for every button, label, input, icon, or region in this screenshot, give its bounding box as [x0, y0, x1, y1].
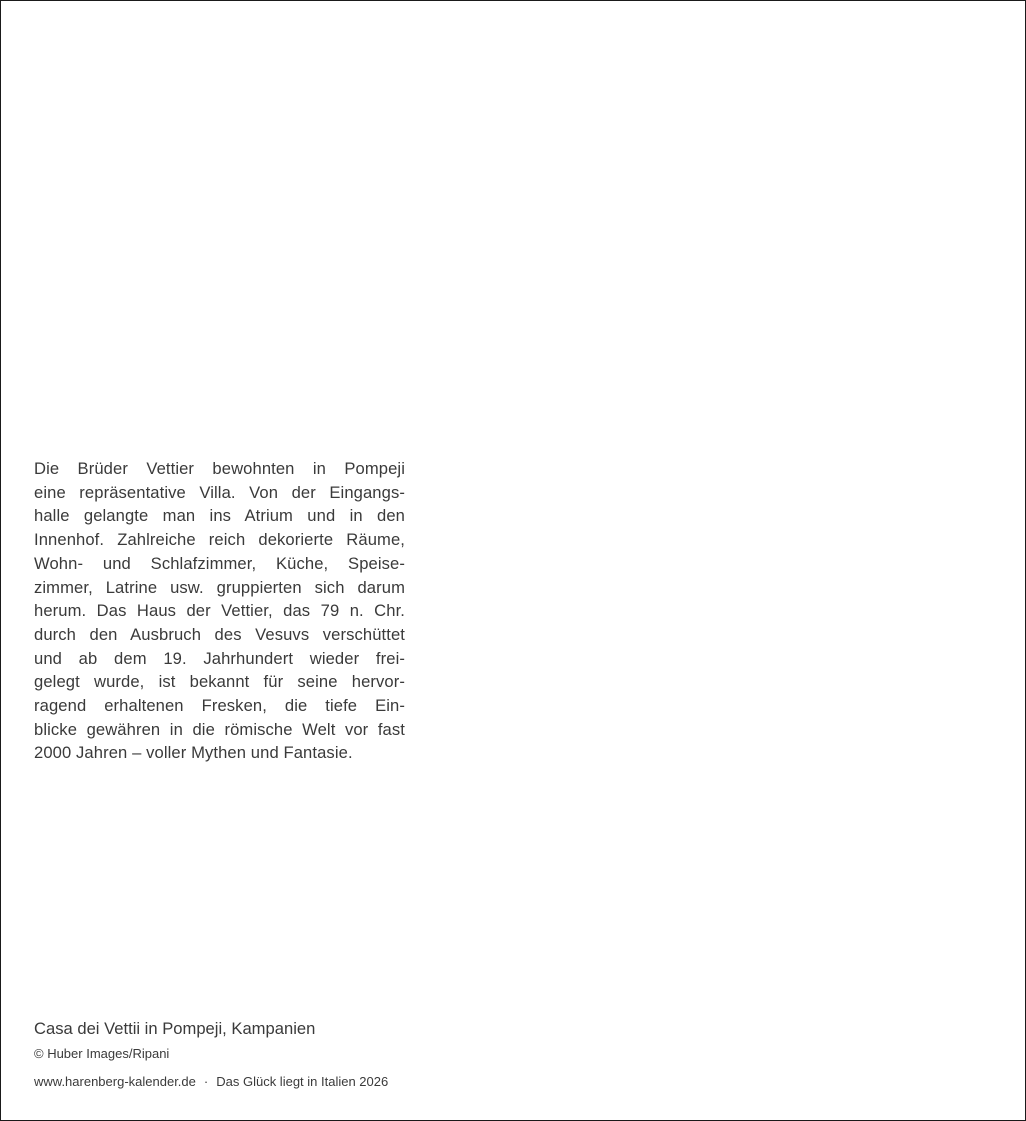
description-line: zimmer, Latrine usw. gruppierten sich darum [34, 577, 405, 597]
photo-credit: © Huber Images/Ripani [34, 1046, 170, 1061]
description-line: herum. Das Haus der Vettier, das 79 n. Chr. [34, 601, 405, 621]
description-line: ragend erhaltenen Fresken, die tiefe Ein- [34, 696, 405, 716]
description-line: und ab dem 19. Jahrhundert wieder frei- [34, 648, 405, 668]
description-line: halle gelangte man ins Atrium und in den [34, 506, 405, 526]
description-line: gelegt wurde, ist bekannt für seine hervor- [34, 672, 405, 692]
description-line: 2000 Jahren – voller Mythen und Fantasie. [34, 743, 353, 763]
footer-website: www.harenberg-kalender.de [34, 1074, 196, 1089]
caption-title: Casa dei Vettii in Pompeji, Kampanien [34, 1019, 316, 1038]
footer [34, 1073, 388, 1091]
description-line: Die Brüder Vettier bewohnten in Pompeji [34, 459, 405, 478]
description-line: durch den Ausbruch des Vesuvs verschüttet [34, 624, 405, 644]
description-line: Innenhof. Zahlreiche reich dekorierte Räume, [34, 530, 405, 550]
description-line: eine repräsentative Villa. Von der Eingangs- [34, 482, 405, 502]
description-line: Wohn- und Schlafzimmer, Küche, Speise- [34, 553, 405, 573]
footer-calendar-title: Das Glück liegt in Italien 2026 [216, 1074, 389, 1089]
description-line: blicke gewähren in die römische Welt vor fast [34, 719, 405, 739]
description-text [34, 457, 405, 765]
footer-separator: · [203, 1074, 209, 1089]
